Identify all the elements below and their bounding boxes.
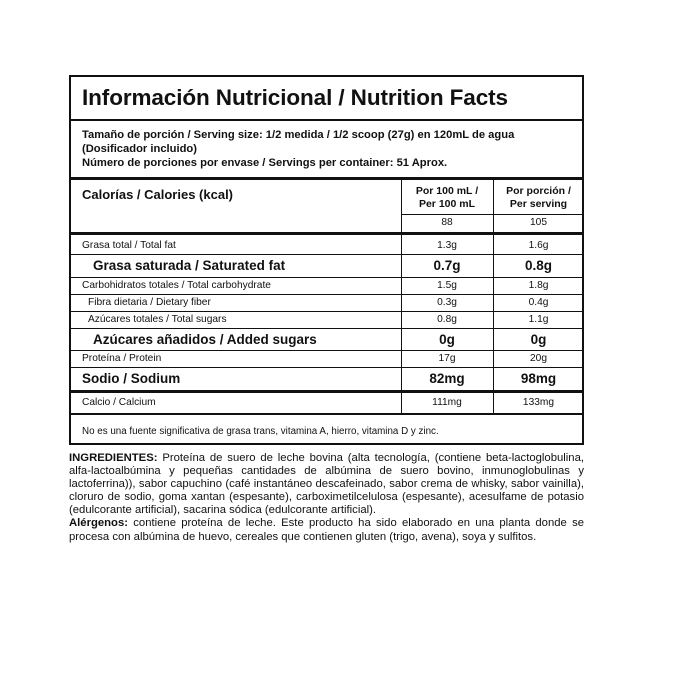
row-value-per100: 0.3g xyxy=(437,297,457,308)
row-value-serving: 98mg xyxy=(520,371,557,386)
allergens-text: contiene proteína de leche. Este producto ha sido elaborado en una planta donde se procesa con albúmina de huevo, cereales que contienen gluten (trigo, avena), soya y sulfitos. xyxy=(69,517,584,543)
row-value-per100: 1.3g xyxy=(437,240,457,251)
panel-title: Información Nutricional / Nutrition Facts xyxy=(82,85,508,110)
row-label: Sodio / Sodium xyxy=(82,371,181,386)
footnote: No es una fuente significativa de grasa trans, vitamina A, hierro, vitamina D y zinc. xyxy=(82,426,439,437)
servings-per-container: Número de porciones por envase / Servings per container: 51 Aprox. xyxy=(82,157,448,169)
allergens-label: Alérgenos: xyxy=(69,517,129,530)
divider xyxy=(401,214,582,215)
row-value-per100: 1.5g xyxy=(437,280,457,291)
row-label: Fibra dietaria / Dietary fiber xyxy=(88,297,211,308)
ingredients-label: INGREDIENTES: xyxy=(69,452,158,464)
column-header-line: Por 100 mL / xyxy=(415,185,479,197)
row-value-per100: 111mg xyxy=(432,397,462,408)
row-label: Azúcares totales / Total sugars xyxy=(88,314,227,325)
divider-thick xyxy=(71,390,582,393)
row-divider xyxy=(71,350,582,351)
divider-thick xyxy=(71,177,582,180)
row-value-serving: 20g xyxy=(530,353,547,364)
row-value-per100: 0.8g xyxy=(437,314,457,325)
row-value-serving: 0.4g xyxy=(528,297,549,308)
column-header-serving xyxy=(493,185,584,211)
nutrition-facts-panel xyxy=(69,75,584,445)
row-divider xyxy=(71,311,582,312)
row-value-per100: 0.7g xyxy=(433,258,461,273)
row-divider xyxy=(71,277,582,278)
divider-thick xyxy=(71,232,582,235)
row-value-serving: 1.6g xyxy=(528,240,549,251)
divider xyxy=(71,119,582,121)
column-header-line: Por porción / xyxy=(506,185,571,197)
serving-info xyxy=(82,128,572,170)
row-label: Grasa total / Total fat xyxy=(82,240,176,251)
row-value-serving: 1.8g xyxy=(528,280,549,291)
row-value-per100: 17g xyxy=(438,353,456,364)
column-header-line: Per 100 mL xyxy=(418,198,476,210)
row-divider xyxy=(71,294,582,295)
calories-label: Calorías / Calories (kcal) xyxy=(82,187,234,202)
row-label: Calcio / Calcium xyxy=(82,397,156,408)
row-label: Proteína / Protein xyxy=(82,353,162,364)
row-value-serving: 0g xyxy=(530,332,547,347)
row-label: Azúcares añadidos / Added sugars xyxy=(93,332,317,347)
row-divider xyxy=(71,328,582,329)
row-value-serving: 133mg xyxy=(522,397,555,408)
ingredients-section xyxy=(69,452,584,544)
row-value-serving: 0.8g xyxy=(524,258,552,273)
row-value-per100: 0g xyxy=(439,332,455,347)
calories-serving: 105 xyxy=(530,217,547,228)
divider xyxy=(71,413,582,415)
column-header-per100 xyxy=(401,185,493,211)
column-header-line: Per serving xyxy=(509,198,568,210)
serving-size: Tamaño de porción / Serving size: 1/2 medida / 1/2 scoop (27g) en 120mL de agua (Dosificador incluido) xyxy=(82,129,515,155)
row-label: Carbohidratos totales / Total carbohydrate xyxy=(82,280,271,291)
calories-per100: 88 xyxy=(441,217,453,228)
row-label: Grasa saturada / Saturated fat xyxy=(93,258,286,273)
row-value-serving: 1.1g xyxy=(528,314,549,325)
row-divider xyxy=(71,254,582,255)
row-value-per100: 82mg xyxy=(429,371,465,386)
row-divider xyxy=(71,367,582,368)
ingredients-text: Proteína de suero de leche bovina (alta tecnología, (contiene beta-lactoglobulina, alfa-lactoalbúmina y pequeñas cantidades de albúmina de suero bovino, inmunoglobulinas y lactoferrina)), sabor capuchino (café instantáneo descafeinado, sabor crema de whisky, sabor vainilla), cloruro de sodio, goma xantan (espesante), carboximetilcelulosa (espesante), acesulfame de potasio (edulcorante artificial), sacarina sódica (edulcorante artificial). xyxy=(69,452,584,517)
